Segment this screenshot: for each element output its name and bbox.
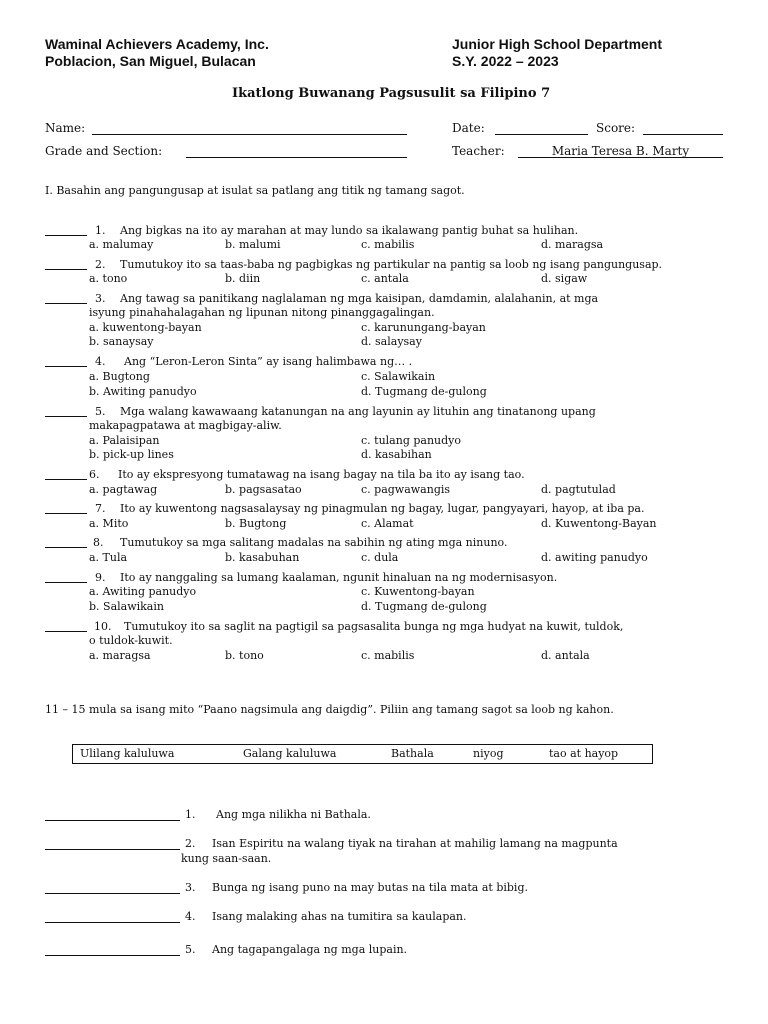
question-number: 5.: [95, 405, 106, 418]
item-text: Ang mga nilikha ni Bathala.: [216, 808, 371, 821]
choice-a: a. Awiting panudyo: [89, 585, 197, 598]
choice-b: b. malumi: [225, 238, 281, 251]
score-field[interactable]: [643, 134, 723, 135]
choice-word: Bathala: [391, 747, 434, 760]
name-label: Name:: [45, 121, 86, 135]
choice-word: Ulilang kaluluwa: [80, 747, 175, 760]
question-text: Tumutukoy ito sa taas-baba ng pagbigkas ng partikular na pantig sa loob ng isang pangungusap.: [120, 258, 663, 271]
question-text: Tumutukoy ito sa saglit na pagtigil sa pagsasalita bunga ng mga hudyat na kuwit, tuldok,: [124, 620, 624, 633]
question-text: Ang tawag sa panitikang naglalaman ng mga kaisipan, damdamin, alalahanin, at mga: [120, 292, 599, 305]
grade-section-label: Grade and Section:: [45, 144, 163, 158]
choice-word: tao at hayop: [549, 747, 619, 760]
item-text: Bunga ng isang puno na may butas na tila mata at bibig.: [212, 881, 528, 894]
choice-b: b. pagsasatao: [225, 483, 302, 496]
item-number: 2.: [185, 837, 196, 850]
choice-d: d. kasabihan: [361, 448, 432, 461]
choice-d: d. salaysay: [361, 335, 422, 348]
choice-word: Galang kaluluwa: [243, 747, 337, 760]
choice-a: a. kuwentong-bayan: [89, 321, 202, 334]
question-number: 10.: [94, 620, 112, 633]
choice-a: a. Mito: [89, 517, 129, 530]
answer-blank[interactable]: [45, 366, 87, 367]
part1-instruction: I. Basahin ang pangungusap at isulat sa patlang ang titik ng tamang sagot.: [45, 184, 465, 197]
item-text: Isan Espiritu na walang tiyak na tirahan at mahilig lamang na magpunta: [212, 837, 618, 850]
grade-section-field[interactable]: [186, 157, 407, 158]
teacher-label: Teacher:: [452, 144, 505, 158]
item-number: 1.: [185, 808, 196, 821]
choice-a: a. maragsa: [89, 649, 151, 662]
school-address: Poblacion, San Miguel, Bulacan: [45, 53, 256, 69]
question-text: Ito ay ekspresyong tumatawag na isang bagay na tila ba ito ay isang tao.: [118, 468, 525, 481]
question-text: Ang bigkas na ito ay marahan at may lundo sa ikalawang pantig buhat sa hulihan.: [120, 224, 579, 237]
choice-c: c. pagwawangis: [361, 483, 451, 496]
question-text: Tumutukoy sa mga salitang madalas na sabihin ng ating mga ninuno.: [120, 536, 508, 549]
item-number: 3.: [185, 881, 196, 894]
score-label: Score:: [596, 121, 636, 135]
teacher-field-line: [518, 157, 723, 158]
answer-blank[interactable]: [45, 513, 87, 514]
choice-a: a. Tula: [89, 551, 128, 564]
answer-blank[interactable]: [45, 893, 180, 894]
question-number: 3.: [95, 292, 106, 305]
part2-instruction: 11 – 15 mula sa isang mito “Paano nagsimula ang daigdig”. Piliin ang tamang sagot sa loob ng kahon.: [45, 703, 614, 716]
date-label: Date:: [452, 121, 485, 135]
choice-b: b. Awiting panudyo: [89, 385, 197, 398]
choice-a: a. tono: [89, 272, 128, 285]
answer-blank[interactable]: [45, 269, 87, 270]
question-text: Ito ay kuwentong nagsasalaysay ng pinagmulan ng bagay, lugar, pangyayari, hayop, at iba pa.: [120, 502, 645, 515]
item-number: 4.: [185, 910, 196, 923]
choice-a: a. Palaisipan: [89, 434, 160, 447]
teacher-value: Maria Teresa B. Marty: [551, 144, 690, 158]
question-number: 1.: [95, 224, 106, 237]
answer-blank[interactable]: [45, 582, 87, 583]
item-number: 5.: [185, 943, 196, 956]
choice-b: b. diin: [225, 272, 261, 285]
department: Junior High School Department: [452, 36, 663, 52]
item-text: Ang tagapangalaga ng mga lupain.: [212, 943, 408, 956]
answer-blank[interactable]: [45, 922, 180, 923]
choice-d: d. pagtutulad: [541, 483, 616, 496]
choice-b: b. sanaysay: [89, 335, 154, 348]
question-text-cont: makapagpatawa at magbigay-aliw.: [89, 419, 282, 432]
choice-a: a. pagtawag: [89, 483, 158, 496]
answer-blank[interactable]: [45, 235, 87, 236]
school-year: S.Y. 2022 – 2023: [452, 53, 559, 69]
choice-d: d. Tugmang de-gulong: [361, 600, 487, 613]
name-field[interactable]: [92, 134, 407, 135]
answer-blank[interactable]: [45, 547, 87, 548]
choice-b: b. Salawikain: [89, 600, 164, 613]
item-text-cont: kung saan-saan.: [181, 852, 272, 865]
question-number: 2.: [95, 258, 106, 271]
question-number: 8.: [93, 536, 104, 549]
answer-blank[interactable]: [45, 631, 87, 632]
answer-blank[interactable]: [45, 849, 180, 850]
question-text-cont: isyung pinahahalagahan ng lipunan nitong pinanggagalingan.: [89, 306, 435, 319]
exam-title: Ikatlong Buwanang Pagsusulit sa Filipino 7: [232, 86, 551, 101]
answer-blank[interactable]: [45, 955, 180, 956]
question-text: Ito ay nanggaling sa lumang kaalaman, ngunit hinaluan na ng modernisasyon.: [120, 571, 558, 584]
answer-blank[interactable]: [45, 416, 87, 417]
choice-b: b. pick-up lines: [89, 448, 174, 461]
choice-b: b. kasabuhan: [225, 551, 300, 564]
choice-d: d. sigaw: [541, 272, 588, 285]
school-name: Waminal Achievers Academy, Inc.: [45, 36, 269, 52]
answer-blank[interactable]: [45, 479, 87, 480]
date-field[interactable]: [495, 134, 588, 135]
choice-c: c. tulang panudyo: [361, 434, 462, 447]
question-number: 9.: [95, 571, 106, 584]
answer-blank[interactable]: [45, 303, 87, 304]
choice-a: a. Bugtong: [89, 370, 150, 383]
choice-d: d. Kuwentong-Bayan: [541, 517, 657, 530]
choice-d: d. antala: [541, 649, 590, 662]
choice-c: c. Salawikain: [361, 370, 436, 383]
choice-d: d. Tugmang de-gulong: [361, 385, 487, 398]
choice-c: c. Alamat: [361, 517, 414, 530]
choice-c: c. Kuwentong-bayan: [361, 585, 475, 598]
choice-c: c. karunungang-bayan: [361, 321, 486, 334]
choice-c: c. mabilis: [361, 649, 415, 662]
choice-c: c. dula: [361, 551, 399, 564]
choice-d: d. awiting panudyo: [541, 551, 648, 564]
choice-c: c. antala: [361, 272, 409, 285]
question-number: 6.: [89, 468, 100, 481]
choice-word: niyog: [473, 747, 504, 760]
question-text: Ang “Leron-Leron Sinta” ay isang halimbawa ng… .: [124, 355, 413, 368]
answer-blank[interactable]: [45, 820, 180, 821]
question-number: 4.: [95, 355, 106, 368]
item-text: Isang malaking ahas na tumitira sa kaulapan.: [212, 910, 467, 923]
choice-c: c. mabilis: [361, 238, 415, 251]
choice-a: a. malumay: [89, 238, 154, 251]
question-number: 7.: [95, 502, 106, 515]
question-text: Mga walang kawawaang katanungan na ang layunin ay lituhin ang tinatanong upang: [120, 405, 596, 418]
choice-d: d. maragsa: [541, 238, 604, 251]
choice-b: b. Bugtong: [225, 517, 287, 530]
choice-b: b. tono: [225, 649, 264, 662]
question-text-cont: o tuldok-kuwit.: [89, 634, 173, 647]
